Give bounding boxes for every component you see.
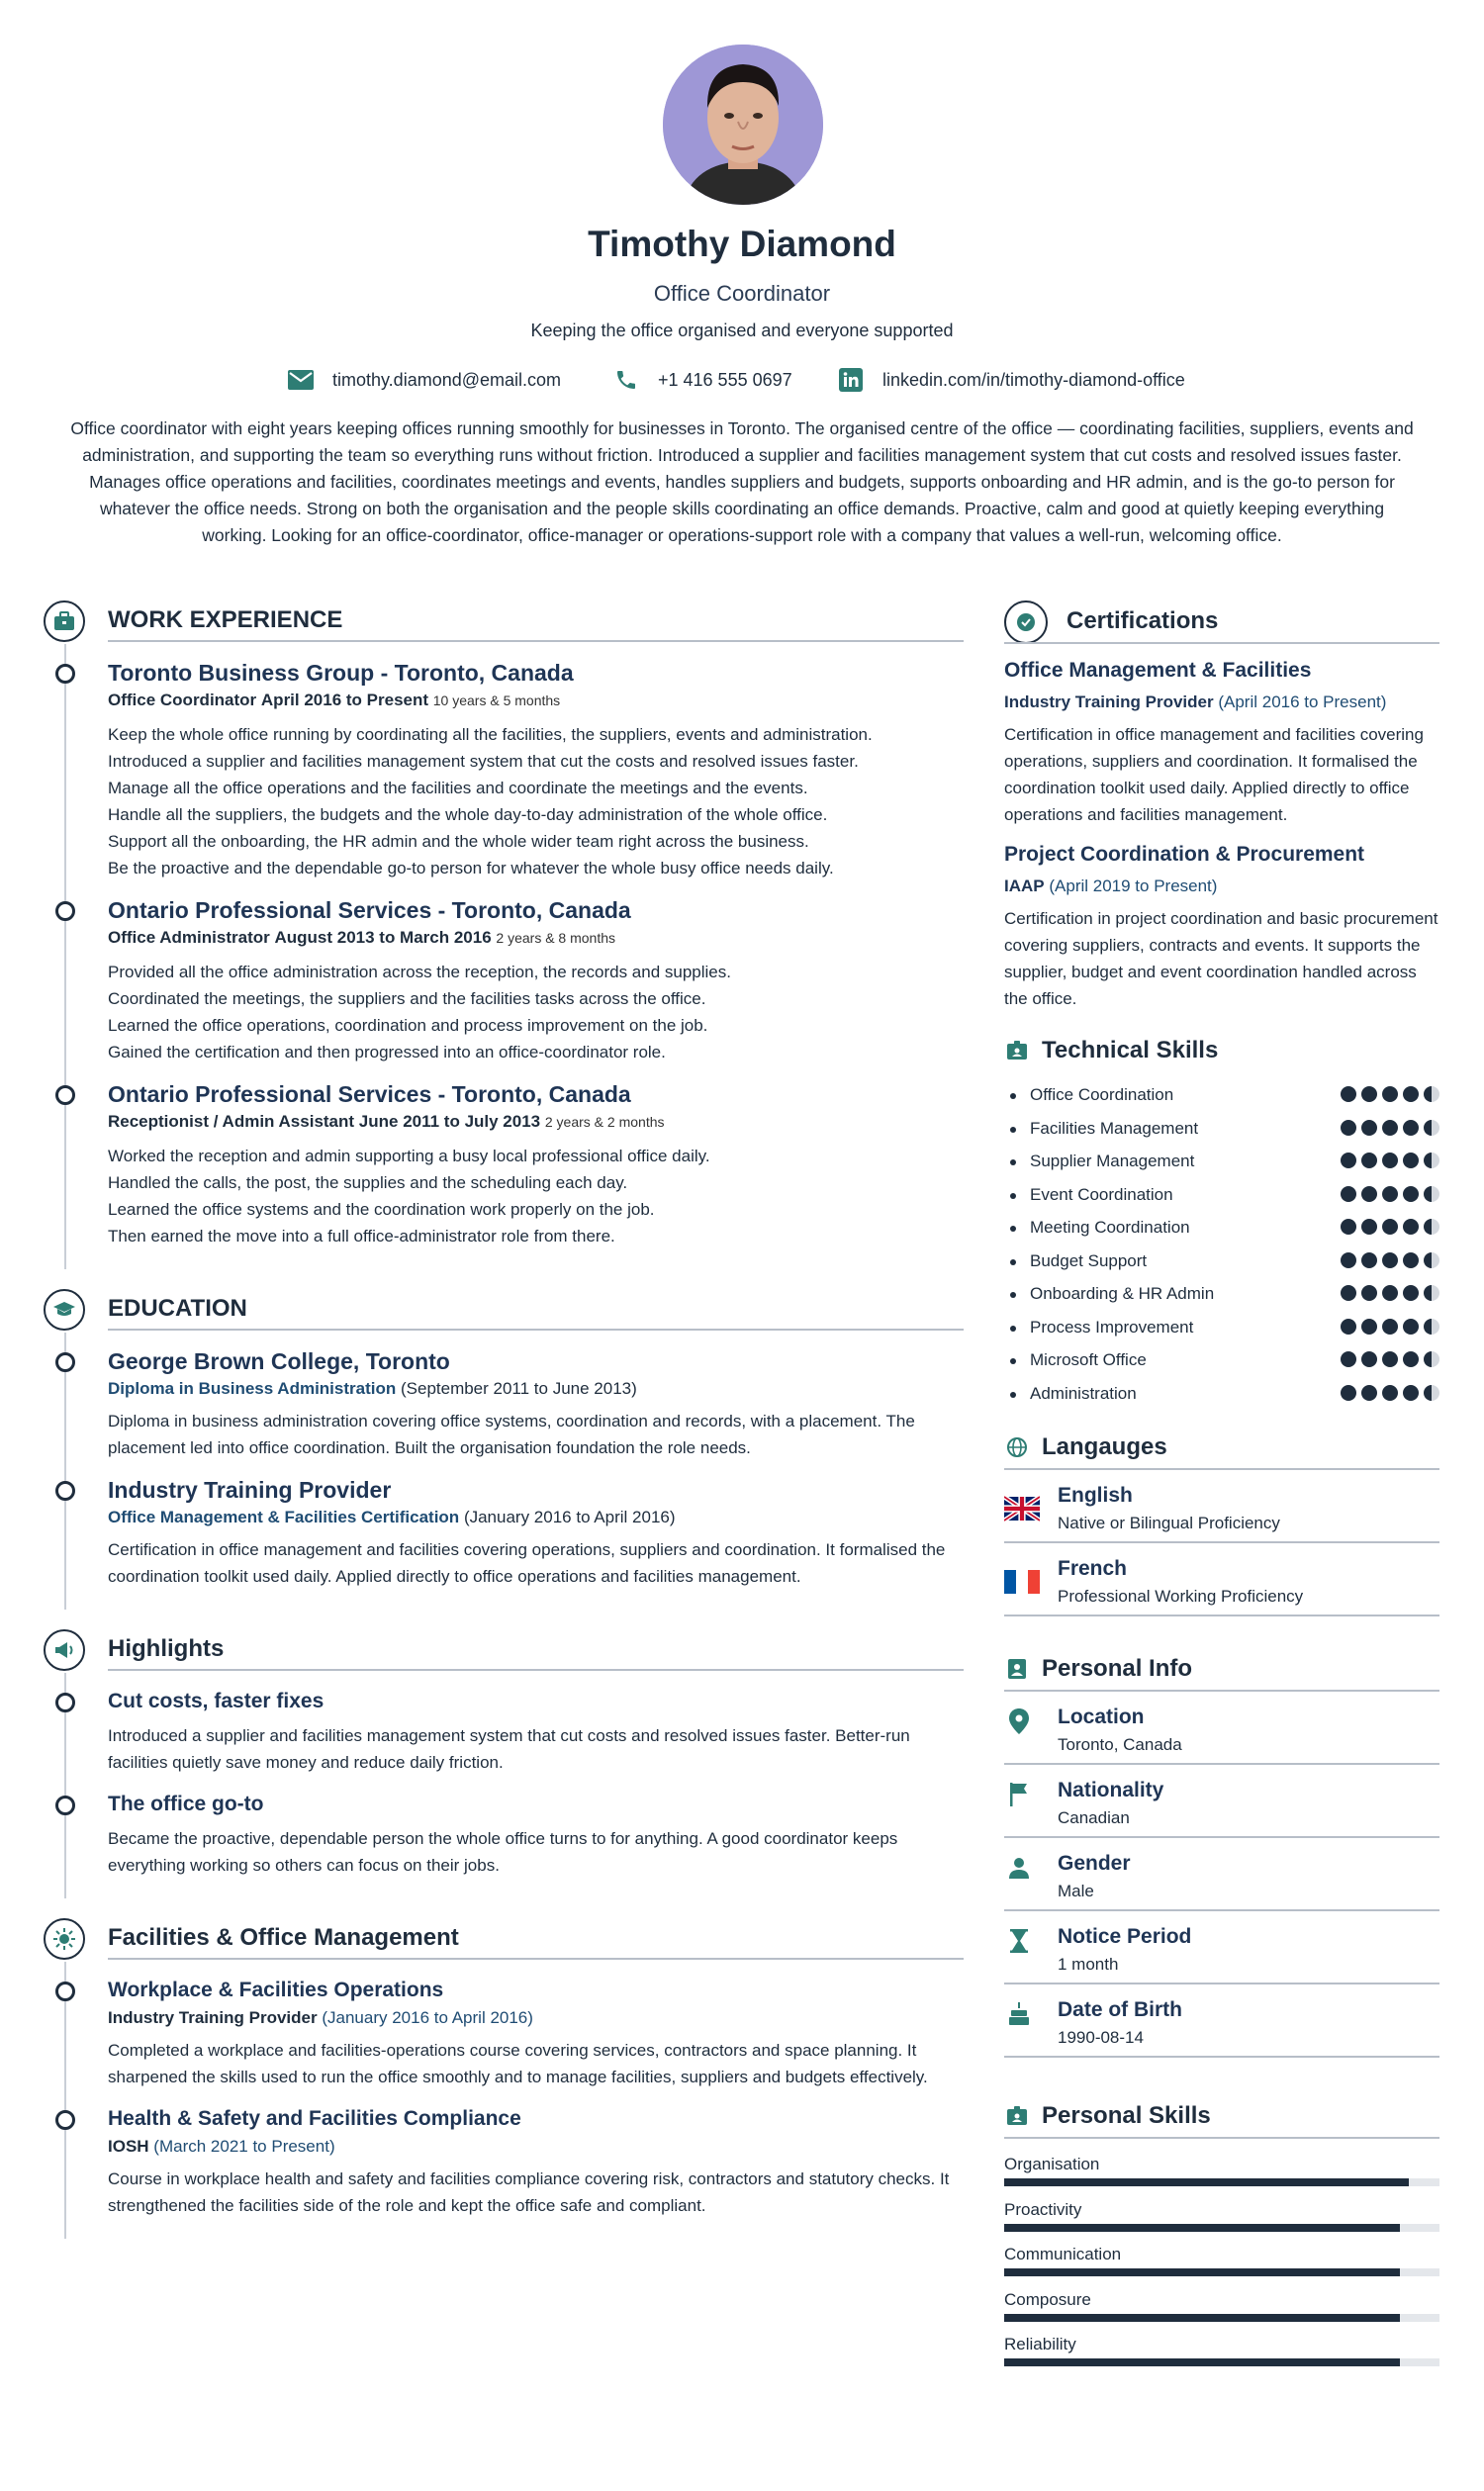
technical-skill-row xyxy=(1004,1382,1439,1416)
rating-dot xyxy=(1424,1252,1439,1268)
tagline: Keeping the office organised and everyone supported xyxy=(530,321,954,340)
education-entry xyxy=(108,1346,964,1461)
job-role: Receptionist / Admin Assistant xyxy=(108,1112,355,1131)
contact-email-text: timothy.diamond@email.com xyxy=(332,369,562,390)
linkedin-icon xyxy=(837,366,865,394)
contact-card-icon xyxy=(1004,1656,1030,1682)
job-meta xyxy=(108,925,964,951)
contact-email[interactable] xyxy=(287,366,561,394)
technical-skill-row xyxy=(1004,1150,1439,1183)
personal-skill-row xyxy=(1004,2243,1439,2288)
bullet-icon xyxy=(1010,1226,1016,1232)
contact-linkedin-text: linkedin.com/in/timothy-diamond-office xyxy=(882,369,1185,390)
education-section xyxy=(44,1287,964,1610)
personal-skill-row xyxy=(1004,2198,1439,2244)
certification-issuer: IAAP xyxy=(1004,876,1045,895)
rating-dot xyxy=(1424,1086,1439,1102)
contact-phone-text: +1 416 555 0697 xyxy=(658,369,792,390)
rating-dot xyxy=(1382,1285,1398,1301)
info-label: Nationality xyxy=(1058,1779,1164,1801)
timeline-dot xyxy=(55,1796,75,1815)
certification-title: Office Management & Facilities xyxy=(1004,659,1312,682)
phone-icon xyxy=(612,366,640,394)
certification-dates: (April 2019 to Present) xyxy=(1049,876,1218,895)
job-bullet: Handle all the suppliers, the budgets and the whole day-to-day administration of the whole office. xyxy=(108,805,828,824)
rating-dot xyxy=(1403,1252,1419,1268)
section-title: EDUCATION xyxy=(108,1295,247,1322)
technical-skill-row xyxy=(1004,1083,1439,1117)
left-column xyxy=(44,599,964,2239)
education-description: Diploma in business administration covering office systems, coordination and records, with a placement. The placement led into office coordination. Built the organisation foundation the role needs. xyxy=(108,1412,915,1457)
course-title: Health & Safety and Facilities Compliance xyxy=(108,2107,521,2130)
info-value: Canadian xyxy=(1058,1808,1130,1827)
personal-skill-row xyxy=(1004,2333,1439,2378)
contact-phone[interactable] xyxy=(612,366,792,394)
course-entry xyxy=(108,2104,964,2219)
info-label: Date of Birth xyxy=(1058,1998,1182,2021)
skill-level-fill xyxy=(1004,2358,1400,2366)
bullet-icon xyxy=(1010,1093,1016,1099)
course-title: Workplace & Facilities Operations xyxy=(108,1979,444,2001)
skill-level-fill xyxy=(1004,2178,1409,2186)
certification-dates: (April 2016 to Present) xyxy=(1218,692,1387,711)
technical-skill-name: Process Improvement xyxy=(1030,1317,1194,1337)
timeline-dot xyxy=(55,901,75,921)
job-dates: August 2013 to March 2016 xyxy=(274,928,492,947)
course-dates: (January 2016 to April 2016) xyxy=(322,2008,533,2027)
mail-icon xyxy=(287,366,315,394)
language-level: Native or Bilingual Proficiency xyxy=(1058,1514,1280,1532)
bullet-icon xyxy=(1010,1392,1016,1398)
rating-dot xyxy=(1424,1219,1439,1235)
job-bullet: Learned the office systems and the coordination work properly on the job. xyxy=(108,1200,655,1219)
job-meta xyxy=(108,688,964,713)
course-meta xyxy=(108,2005,964,2031)
rating-dot xyxy=(1361,1219,1377,1235)
technical-skill-row xyxy=(1004,1216,1439,1249)
certifications-section xyxy=(1004,599,1439,1012)
course-meta xyxy=(108,2134,964,2160)
id-badge-icon xyxy=(1004,1038,1030,1063)
technical-skill-name: Facilities Management xyxy=(1030,1118,1199,1138)
rating-dot xyxy=(1382,1252,1398,1268)
language-name: French xyxy=(1058,1557,1128,1580)
rating-dot xyxy=(1361,1153,1377,1168)
skill-rating xyxy=(1341,1385,1439,1401)
job-duration: 10 years & 5 months xyxy=(432,692,561,708)
skill-level-fill xyxy=(1004,2314,1400,2322)
flag-icon xyxy=(1006,1781,1032,1808)
rating-dot xyxy=(1341,1319,1356,1335)
skill-rating xyxy=(1341,1186,1439,1202)
rating-dot xyxy=(1382,1219,1398,1235)
highlight-title: Cut costs, faster fixes xyxy=(108,1690,325,1712)
section-title: Personal Skills xyxy=(1042,2102,1211,2129)
skill-rating xyxy=(1341,1351,1439,1367)
job-role: Office Coordinator xyxy=(108,691,257,709)
hourglass-icon xyxy=(1006,1927,1032,1955)
rating-dot xyxy=(1382,1319,1398,1335)
bullet-icon xyxy=(1010,1259,1016,1265)
highlights-section xyxy=(44,1627,964,1898)
job-bullet: Introduced a supplier and facilities management system that cut the costs and resolved issues faster. xyxy=(108,752,859,771)
personal-skill-name: Organisation xyxy=(1004,2155,1100,2173)
bullet-icon xyxy=(1010,1326,1016,1332)
bullet-icon xyxy=(1010,1358,1016,1364)
highlight-entry xyxy=(108,1790,964,1879)
skill-rating xyxy=(1341,1086,1439,1102)
work-experience-section xyxy=(44,599,964,1269)
rating-dot xyxy=(1382,1385,1398,1401)
job-company: Toronto Business Group - Toronto, Canada xyxy=(108,660,574,686)
certification-issuer: Industry Training Provider xyxy=(1004,692,1214,711)
rating-dot xyxy=(1361,1319,1377,1335)
certification-entry xyxy=(1004,840,1439,1012)
job-duration: 2 years & 8 months xyxy=(496,930,616,946)
rating-dot xyxy=(1341,1285,1356,1301)
skill-level-fill xyxy=(1004,2224,1400,2232)
job-role: Office Administrator xyxy=(108,928,270,947)
skill-level-track xyxy=(1004,2358,1439,2366)
job-bullet: Gained the certification and then progressed into an office-coordinator role. xyxy=(108,1043,666,1061)
languages-section xyxy=(1004,1425,1439,1616)
job-bullet: Then earned the move into a full office-administrator role from there. xyxy=(108,1227,615,1246)
rating-dot xyxy=(1424,1285,1439,1301)
technical-skills-list xyxy=(1004,1083,1439,1415)
skill-rating xyxy=(1341,1153,1439,1168)
uk-flag-icon xyxy=(1004,1496,1040,1522)
job-bullet: Learned the office operations, coordination and process improvement on the job. xyxy=(108,1016,708,1035)
rating-dot xyxy=(1382,1351,1398,1367)
rating-dot xyxy=(1403,1153,1419,1168)
course-provider: Industry Training Provider xyxy=(108,2008,318,2027)
candidate-name: Timothy Diamond xyxy=(588,224,896,264)
highlight-title: The office go-to xyxy=(108,1793,264,1815)
skill-level-track xyxy=(1004,2268,1439,2276)
course-entry xyxy=(108,1976,964,2090)
profile-summary: Office coordinator with eight years keeping offices running smoothly for businesses in Toronto. The organised centre of the office — coordinating facilities, suppliers, events and administration, and supporting the team so everything runs without friction. Introduced a supplier and facilities management system that cut costs and resolved issues faster. Manages office operations and facilities, coordinates meetings and events, handles suppliers and budgets, supports onboarding and HR admin, and is the go-to person for whatever the office needs. Strong on both the organisation and the people skills coordinating an office demands. Proactive, calm and good at quietly keeping everything working. Looking for an office-coordinator, office-manager or operations-support role with a company that values a well-run, welcoming office. xyxy=(70,418,1414,545)
personal-info-location xyxy=(1004,1692,1439,1765)
job-bullet: Keep the whole office running by coordinating all the facilities, the suppliers, events and administration. xyxy=(108,725,873,744)
badge-icon xyxy=(1004,600,1048,644)
technical-skill-name: Supplier Management xyxy=(1030,1152,1195,1170)
rating-dot xyxy=(1424,1120,1439,1136)
education-school: George Brown College, Toronto xyxy=(108,1348,450,1374)
certification-description: Certification in office management and facilities covering operations, suppliers and coordination. It formalised the coordination toolkit used daily. Applied directly to office operations and facilities management. xyxy=(1004,725,1424,824)
rating-dot xyxy=(1361,1120,1377,1136)
info-value: Toronto, Canada xyxy=(1058,1735,1182,1754)
job-duration: 2 years & 2 months xyxy=(544,1114,665,1130)
technical-skill-name: Administration xyxy=(1030,1383,1137,1403)
technical-skill-row xyxy=(1004,1316,1439,1349)
personal-skill-name: Reliability xyxy=(1004,2335,1076,2353)
skill-rating xyxy=(1341,1252,1439,1268)
skill-rating xyxy=(1341,1219,1439,1235)
education-meta xyxy=(108,1505,964,1530)
skill-level-track xyxy=(1004,2224,1439,2232)
briefcase-icon xyxy=(44,600,85,642)
rating-dot xyxy=(1341,1086,1356,1102)
personal-skills-section xyxy=(1004,2093,1439,2378)
rating-dot xyxy=(1361,1351,1377,1367)
technical-skill-name: Office Coordination xyxy=(1030,1085,1174,1104)
personal-skill-row xyxy=(1004,2153,1439,2198)
rating-dot xyxy=(1341,1385,1356,1401)
rating-dot xyxy=(1341,1186,1356,1202)
timeline-dot xyxy=(55,664,75,684)
graduation-cap-icon xyxy=(44,1289,85,1331)
rating-dot xyxy=(1361,1252,1377,1268)
personal-info-notice xyxy=(1004,1911,1439,1984)
sun-icon xyxy=(44,1918,85,1960)
technical-skill-row xyxy=(1004,1249,1439,1283)
rating-dot xyxy=(1403,1385,1419,1401)
job-bullet: Support all the onboarding, the HR admin and the whole wider team right across the business. xyxy=(108,832,809,851)
info-label: Location xyxy=(1058,1706,1145,1728)
job-dates: June 2011 to July 2013 xyxy=(358,1112,541,1131)
highlight-text: Became the proactive, dependable person the whole office turns to for anything. A good coordinator keeps everything working so others can focus on their jobs. xyxy=(108,1829,898,1875)
rating-dot xyxy=(1403,1285,1419,1301)
cake-icon xyxy=(1006,2000,1032,2028)
rating-dot xyxy=(1403,1219,1419,1235)
personal-info-dob xyxy=(1004,1984,1439,2058)
timeline-dot xyxy=(55,1085,75,1105)
skill-level-fill xyxy=(1004,2268,1400,2276)
skill-rating xyxy=(1341,1120,1439,1136)
globe-icon xyxy=(1004,1434,1030,1460)
course-dates: (March 2021 to Present) xyxy=(153,2137,335,2156)
rating-dot xyxy=(1361,1385,1377,1401)
rating-dot xyxy=(1341,1153,1356,1168)
rating-dot xyxy=(1424,1385,1439,1401)
rating-dot xyxy=(1424,1153,1439,1168)
job-entry xyxy=(108,895,964,1065)
job-bullet: Manage all the office operations and the facilities and coordinate the meetings and the events. xyxy=(108,779,808,797)
education-school: Industry Training Provider xyxy=(108,1477,392,1503)
rating-dot xyxy=(1403,1120,1419,1136)
personal-skill-name: Proactivity xyxy=(1004,2199,1082,2219)
rating-dot xyxy=(1382,1120,1398,1136)
certification-title: Project Coordination & Procurement xyxy=(1004,843,1365,866)
certification-description: Certification in project coordination and basic procurement covering suppliers, contracts and events. It supports the supplier, budget and event coordination handled across the office. xyxy=(1004,909,1438,1008)
technical-skill-name: Onboarding & HR Admin xyxy=(1030,1284,1215,1303)
skill-rating xyxy=(1341,1319,1439,1335)
job-company: Ontario Professional Services - Toronto, Canada xyxy=(108,1081,631,1107)
megaphone-icon xyxy=(44,1629,85,1671)
job-bullet: Be the proactive and the dependable go-to person for whatever the whole busy office needs daily. xyxy=(108,859,834,877)
section-title: Langauges xyxy=(1042,1433,1167,1460)
rating-dot xyxy=(1361,1086,1377,1102)
language-name: English xyxy=(1058,1484,1133,1507)
person-icon xyxy=(1006,1854,1032,1882)
rating-dot xyxy=(1424,1319,1439,1335)
personal-info-nationality xyxy=(1004,1765,1439,1838)
timeline-dot xyxy=(55,1352,75,1372)
bullet-icon xyxy=(1010,1127,1016,1133)
personal-skill-row xyxy=(1004,2288,1439,2334)
education-entry xyxy=(108,1475,964,1590)
section-title: Certifications xyxy=(1067,607,1219,634)
education-degree: Diploma in Business Administration xyxy=(108,1379,397,1398)
certification-meta xyxy=(1004,874,1439,899)
certification-entry xyxy=(1004,656,1439,828)
education-dates: (September 2011 to June 2013) xyxy=(400,1379,637,1398)
technical-skill-name: Meeting Coordination xyxy=(1030,1218,1190,1237)
technical-skill-name: Budget Support xyxy=(1030,1250,1148,1270)
skill-level-track xyxy=(1004,2314,1439,2322)
highlight-text: Introduced a supplier and facilities management system that cut costs and resolved issues faster. Better-run facilities quietly save money and reduce daily friction. xyxy=(108,1726,910,1772)
info-value: Male xyxy=(1058,1882,1094,1900)
technical-skill-row xyxy=(1004,1183,1439,1217)
info-value: 1990-08-14 xyxy=(1058,2028,1144,2047)
education-dates: (January 2016 to April 2016) xyxy=(463,1508,676,1526)
personal-info-section xyxy=(1004,1646,1439,2058)
rating-dot xyxy=(1403,1086,1419,1102)
section-title: WORK EXPERIENCE xyxy=(108,606,343,633)
contact-bar xyxy=(0,366,1484,398)
rating-dot xyxy=(1403,1351,1419,1367)
france-flag-icon xyxy=(1004,1569,1040,1595)
candidate-title: Office Coordinator xyxy=(653,281,831,306)
timeline-dot xyxy=(55,1481,75,1501)
rating-dot xyxy=(1424,1351,1439,1367)
rating-dot xyxy=(1341,1252,1356,1268)
rating-dot xyxy=(1424,1186,1439,1202)
bullet-icon xyxy=(1010,1193,1016,1199)
highlight-entry xyxy=(108,1687,964,1776)
right-column xyxy=(1004,599,1439,2378)
bullet-icon xyxy=(1010,1159,1016,1165)
rating-dot xyxy=(1403,1319,1419,1335)
job-meta xyxy=(108,1109,964,1135)
job-company: Ontario Professional Services - Toronto, Canada xyxy=(108,897,631,923)
technical-skill-name: Microsoft Office xyxy=(1030,1350,1147,1369)
rating-dot xyxy=(1361,1285,1377,1301)
technical-skill-row xyxy=(1004,1348,1439,1382)
job-dates: April 2016 to Present xyxy=(260,691,429,709)
rating-dot xyxy=(1403,1186,1419,1202)
info-label: Gender xyxy=(1058,1852,1131,1875)
job-bullet: Coordinated the meetings, the suppliers and the facilities tasks across the office. xyxy=(108,989,706,1008)
info-label: Notice Period xyxy=(1058,1925,1192,1948)
bullet-icon xyxy=(1010,1292,1016,1298)
timeline-dot xyxy=(55,1982,75,2001)
rating-dot xyxy=(1341,1219,1356,1235)
job-bullet: Handled the calls, the post, the supplies and the scheduling each day. xyxy=(108,1173,628,1192)
job-bullet: Worked the reception and admin supporting a busy local professional office daily. xyxy=(108,1147,710,1165)
rating-dot xyxy=(1382,1086,1398,1102)
job-entry xyxy=(108,1079,964,1249)
technical-skills-section xyxy=(1004,1028,1439,1415)
language-entry xyxy=(1004,1543,1439,1616)
personal-skill-name: Composure xyxy=(1004,2289,1091,2309)
course-provider: IOSH xyxy=(108,2137,149,2156)
rating-dot xyxy=(1382,1186,1398,1202)
contact-linkedin[interactable] xyxy=(837,366,1185,394)
section-title: Highlights xyxy=(108,1635,225,1662)
info-value: 1 month xyxy=(1058,1955,1119,1974)
skill-rating xyxy=(1341,1285,1439,1301)
rating-dot xyxy=(1382,1153,1398,1168)
course-description: Completed a workplace and facilities-operations course covering services, contractors and space planning. It sharpened the skills used to run the office smoothly and to manage facilities, suppliers and budgets effectively. xyxy=(108,2041,928,2086)
rating-dot xyxy=(1341,1351,1356,1367)
personal-skill-name: Communication xyxy=(1004,2245,1122,2263)
certification-meta xyxy=(1004,690,1439,715)
language-level: Professional Working Proficiency xyxy=(1058,1587,1304,1606)
rating-dot xyxy=(1361,1186,1377,1202)
timeline-dot xyxy=(55,1693,75,1712)
profile-photo xyxy=(663,45,823,205)
language-entry xyxy=(1004,1470,1439,1543)
education-description: Certification in office management and facilities covering operations, suppliers and coordination. It formalised the coordination toolkit used daily. Applied directly to office operations and facilities management. xyxy=(108,1540,946,1586)
section-title: Technical Skills xyxy=(1042,1037,1219,1063)
personal-info-gender xyxy=(1004,1838,1439,1911)
location-pin-icon xyxy=(1006,1707,1032,1735)
facilities-section xyxy=(44,1916,964,2239)
skill-level-track xyxy=(1004,2178,1439,2186)
section-title: Facilities & Office Management xyxy=(108,1924,459,1951)
course-description: Course in workplace health and safety and facilities compliance covering risk, contractors and statutory checks. It strengthened the facilities side of the role and kept the office safe and compliant. xyxy=(108,2169,950,2215)
technical-skill-row xyxy=(1004,1117,1439,1151)
rating-dot xyxy=(1341,1120,1356,1136)
personal-skills-list xyxy=(1004,2153,1439,2378)
technical-skill-row xyxy=(1004,1282,1439,1316)
section-title: Personal Info xyxy=(1042,1655,1193,1682)
education-meta xyxy=(108,1376,964,1402)
id-badge-icon xyxy=(1004,2103,1030,2129)
job-bullet: Provided all the office administration across the reception, the records and supplies. xyxy=(108,963,731,981)
job-entry xyxy=(108,658,964,881)
education-degree: Office Management & Facilities Certification xyxy=(108,1508,460,1526)
technical-skill-name: Event Coordination xyxy=(1030,1184,1173,1204)
timeline-dot xyxy=(55,2110,75,2130)
